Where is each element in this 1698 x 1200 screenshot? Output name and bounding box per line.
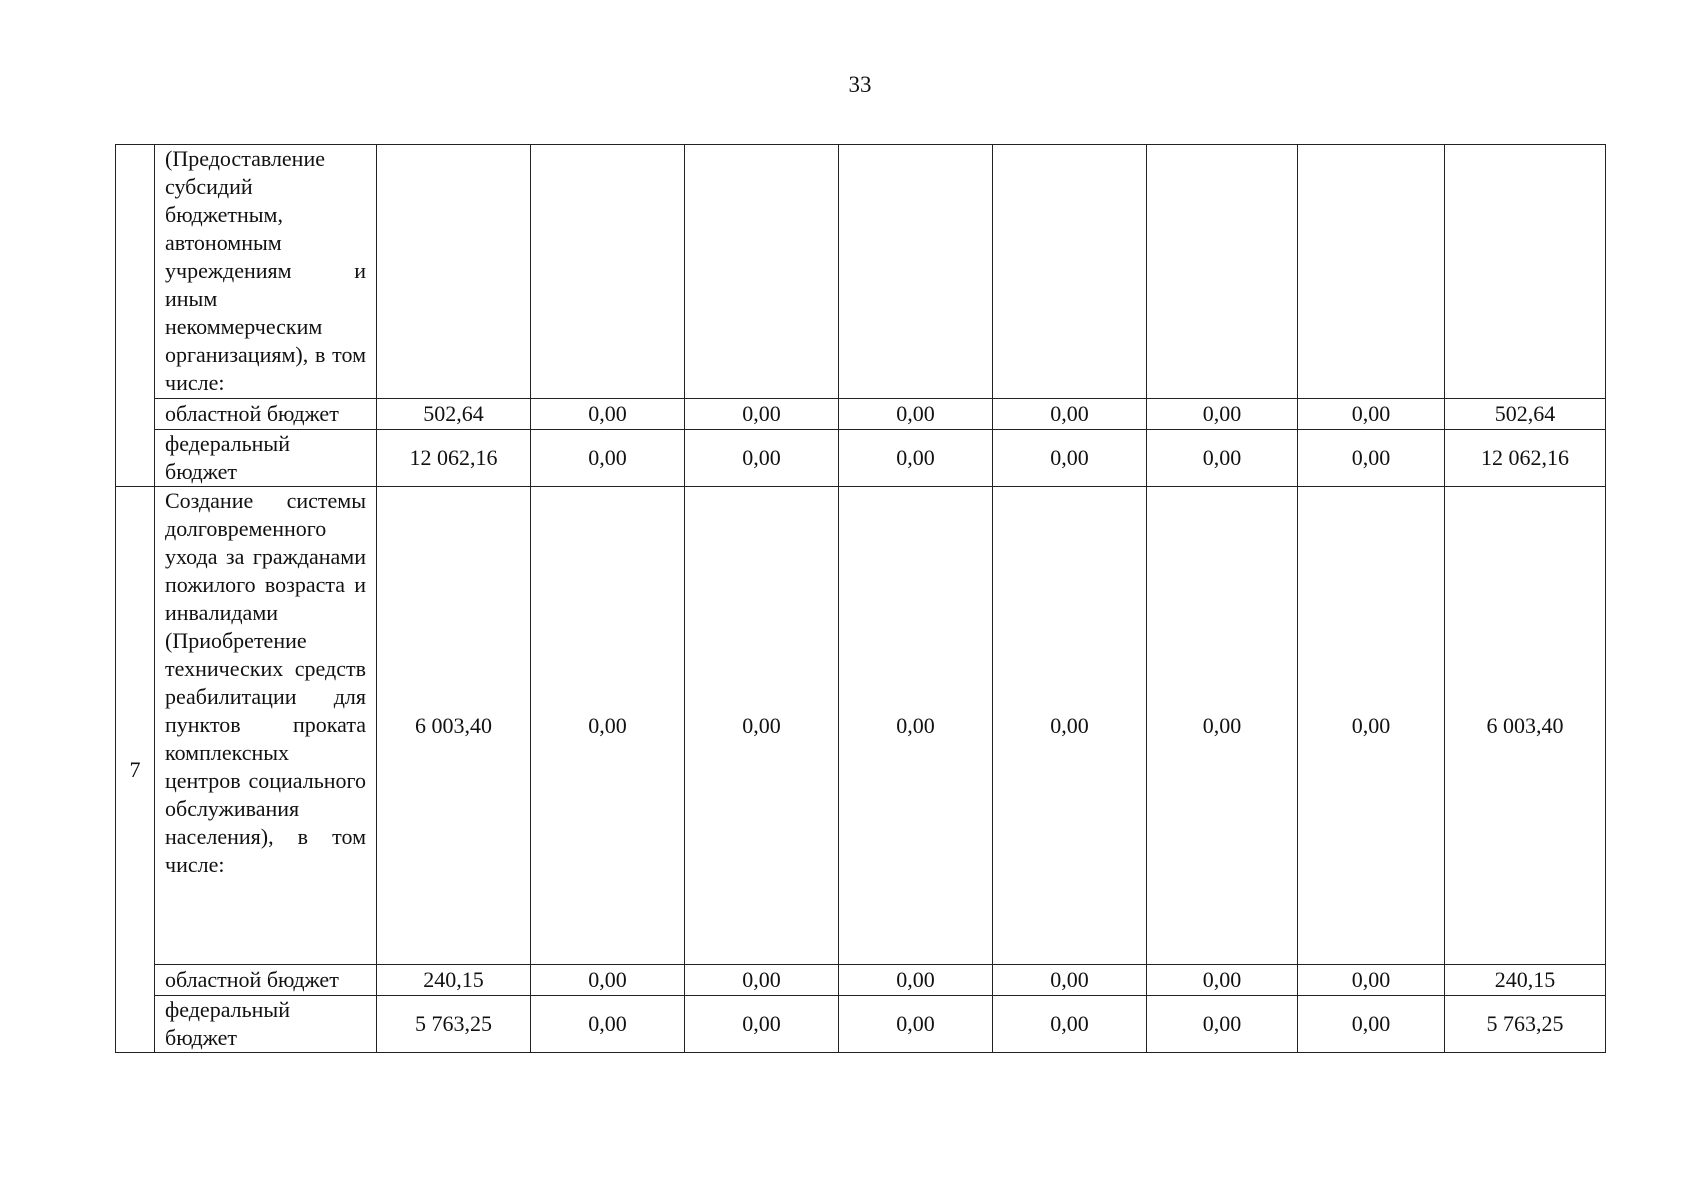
value-cell: 0,00 [1298,399,1445,430]
source-label: федеральный бюджет [155,430,377,487]
value-cell: 0,00 [839,965,993,996]
value-cell: 0,00 [993,996,1147,1053]
value-cell: 0,00 [839,487,993,965]
value-cell: 12 062,16 [377,430,531,487]
source-label: федеральный бюджет [155,996,377,1053]
table-row [116,399,1606,430]
value-cell: 6 003,40 [1445,487,1606,965]
value-cell: 0,00 [839,399,993,430]
value-cell: 0,00 [1298,965,1445,996]
value-cell: 5 763,25 [1445,996,1606,1053]
value-cell [685,145,839,399]
value-cell: 0,00 [531,996,685,1053]
value-cell: 0,00 [685,996,839,1053]
value-cell: 0,00 [1298,487,1445,965]
value-cell [1298,145,1445,399]
row-number-cell [116,145,155,487]
row-number-cell: 7 [116,487,155,1053]
value-cell [993,145,1147,399]
value-cell: 0,00 [993,430,1147,487]
value-cell: 0,00 [993,965,1147,996]
value-cell: 0,00 [531,399,685,430]
value-cell: 0,00 [1147,996,1298,1053]
value-cell: 0,00 [685,965,839,996]
value-cell: 0,00 [993,487,1147,965]
source-label: областной бюджет [155,399,377,430]
value-cell: 5 763,25 [377,996,531,1053]
value-cell: 502,64 [377,399,531,430]
table-row [116,145,1606,399]
value-cell [531,145,685,399]
value-cell: 0,00 [1298,430,1445,487]
value-cell: 0,00 [685,399,839,430]
value-cell: 0,00 [1147,430,1298,487]
value-cell: 0,00 [1298,996,1445,1053]
value-cell: 0,00 [685,430,839,487]
value-cell [839,145,993,399]
value-cell: 6 003,40 [377,487,531,965]
value-cell: 0,00 [993,399,1147,430]
table-row [116,965,1606,996]
budget-table [115,144,1606,1053]
table-row [116,996,1606,1053]
value-cell: 0,00 [839,996,993,1053]
value-cell: 502,64 [1445,399,1606,430]
source-label: областной бюджет [155,965,377,996]
value-cell: 0,00 [1147,487,1298,965]
value-cell: 0,00 [1147,399,1298,430]
value-cell: 12 062,16 [1445,430,1606,487]
value-cell [1445,145,1606,399]
value-cell: 0,00 [531,487,685,965]
row-description: (Предоставление субсидий бюджетным, автономным учреждениям и иным некоммерческим организациям), в том числе: [155,145,377,399]
row-description: Создание системы долговременного ухода за гражданами пожилого возраста и инвалидами (Приобретение технических средств реабилитации для пунктов проката комплексных центров социального обслуживания населения), в том числе: [155,487,377,965]
value-cell: 0,00 [531,430,685,487]
page-number: 33 [848,72,872,97]
value-cell [1147,145,1298,399]
table-row [116,487,1606,965]
table-row [116,430,1606,487]
value-cell: 240,15 [377,965,531,996]
value-cell [377,145,531,399]
value-cell: 0,00 [1147,965,1298,996]
value-cell: 240,15 [1445,965,1606,996]
value-cell: 0,00 [685,487,839,965]
value-cell: 0,00 [839,430,993,487]
value-cell: 0,00 [531,965,685,996]
